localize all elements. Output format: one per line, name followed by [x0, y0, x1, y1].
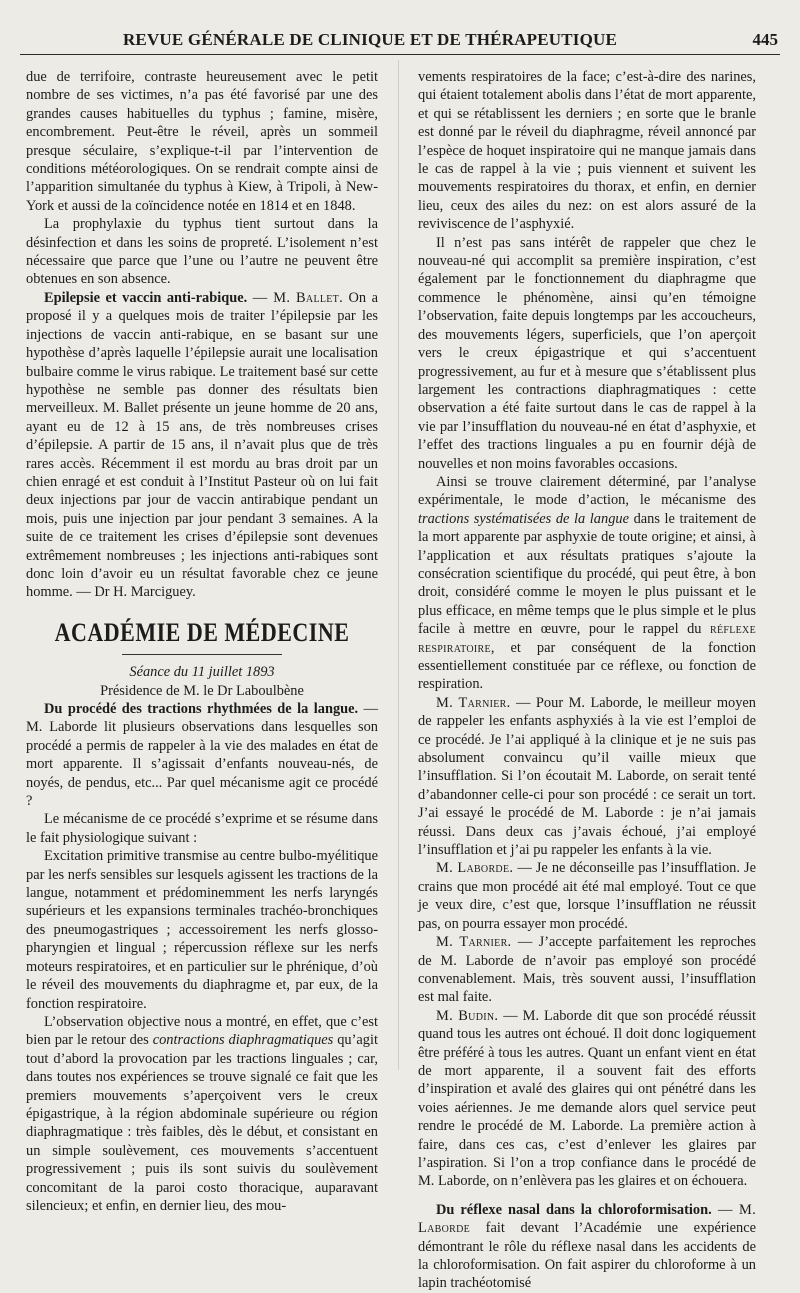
paragraph-excitation: Excitation primitive transmise au centre bulbo-myélitique par les nerfs sensibles sur lesquels agissent les tractions de la langue, notamment et prédominemment les nerfs laryngés supérieurs et les expansions terminales trachéo-bronchiques des pneumogastriques ; accessoirement les nerfs glosso-pharyngien et lingual ; répercussion réflexe sur les nerfs moteurs respiratoires, et en particulier sur le phrénique, d’où le réveil des mouvements du diaphragme et, par eux, de la fonction respiratoire. — [26, 848, 378, 1012]
ainsi-text-c: , et par conséquent de la fonction essentiellement constituée par ce réflexe, ou fonction de respiration. — [418, 639, 756, 693]
budin-body: — M. Laborde dit que son procédé réussit quand tous les autres ont échoué. Il doit donc logiquement être préféré à tous les autres. Quant un enfant vient en état de mort apparente, il a souvent fait des efforts d’inspiration et avalé des glaires qui ont pénétré dans les voies aériennes. Je me demande alors quel service peut rendre le procédé de M. Laborde. La première action à faire, dans ces cas, c’est d’enlever les glaires par l’aspiration. Si l’on a trop confiance dans le procédé de M. Laborde, on n’enlèvera pas les glaires et on échouera. — [418, 1007, 756, 1190]
speaker-tarnier-2: M. Tarnier. — [436, 934, 512, 951]
paragraph-ainsi — [418, 473, 756, 694]
ainsi-text-a: Ainsi se trouve clairement déterminé, par l’analyse expérimentale, le mode d’action, le mécanisme des — [418, 473, 756, 509]
paragraph-typhus-end: due de terrifoire, contraste heureusement avec le petit nombre de ses victimes, n’a pas été favorisé par une des grandes causes habituelles du typhus ; famine, misère, encombrement. Peut-être le réveil, après un sommeil presque séculaire, s’explique-t-il par l’intervention de conditions météorologiques. On se rendrait compte ainsi de l’apparition simultanée du typhus à Kiew, à Tripoli, à New-York et aussi de la coïncidence notée en 1814 et en 1848. — [26, 69, 378, 214]
presidence-line: Présidence de M. le Dr Laboulbène — [100, 682, 304, 699]
tarnier-2-body: — J’accepte parfaitement les reproches de M. Laborde de n’avoir pas employé son procédé convenablement. Mais, très souvent aussi, l’insufflation est mal faite. — [418, 934, 757, 1006]
right-column — [418, 68, 756, 1293]
paragraph-epilepsie — [26, 289, 378, 602]
ainsi-text-b: dans le traitement de la mort apparente par asphyxie de toute origine; et ainsi, à l’application et aux résultats pratiques s’ajoute la consécration scientifique du procédé, qui peut être, à bon droit, considéré comme le moyen le plus puissant et le plus efficace, en même temps que le plus simple et le plus facile à mettre en œuvre, pour le rappel du — [418, 510, 756, 638]
paragraph-tarnier-1 — [418, 694, 756, 860]
author-laborde: — M. Laborde — [418, 1201, 756, 1237]
heading-tractions: Du procédé des tractions rhythmées de la langue. — [44, 701, 359, 717]
reflexe-nasal-body: fait devant l’Académie une expérience démontrant le rôle du réflexe nasal dans les accidents de la chloroformisation. On fait aspirer du chloroforme à un lapin trachéotomisé — [418, 1220, 756, 1292]
laborde-body: — Je ne déconseille pas l’insufflation. Je crains que mon procédé ait été mal employé. Tout ce que je veux dire, c’est que, lorsque l’insufflation ne réussit pas, on pourra essayer mon procédé. — [418, 860, 756, 932]
paragraph-mecanisme: Le mécanisme de ce procédé s’exprime et se résume dans le fait physiologique suivant : — [26, 811, 378, 846]
paragraph-mouvements: vements respiratoires de la face; c’est-à-dire des narines, qui étaient totalement abolis dans l’état de mort apparente, et qui se rétablissent les derniers ; en sorte que le branle est donné par le réveil du diaphragme, réveil annoncé par l’espèce de hoquet inspiratoire qui ne manque jamais dans le cas de rappel à la vie ; puis viennent et suivent les mouvements respiratoires du thorax, et enfin, en dernier lieu, ceux des ailes du nez: on est alors assuré de la reviviscence de l’asphyxié. — [418, 69, 756, 233]
paragraph-tractions — [26, 700, 378, 810]
epilepsie-body: On a proposé il y a quelques mois de traiter l’épilepsie par les injections de vaccin anti-rabique, en se basant sur une hypothèse d’après laquelle l’épilepsie aurait une localisation bulbaire comme le virus rabique. Le traitement basé sur cette hypothèse ne semble pas donner des résultats bien merveilleux. M. Ballet présente un jeune homme de 20 ans, ayant eu de 12 à 15 ans, de très nombreuses crises d’épilepsie. A partir de 15 ans, il n’avait plus que de très rares accès. Récemment il est mordu au bras droit par un chien enragé et est conduit à l’Institut Pasteur où on lui fait deux injections par jour de vaccin antirabique pendant un mois, puis une injection par jour pendant 3 semaines. A la suite de ce traitement les crises d’épilepsie sont devenues extrêmement nombreuses ; les injections anti-rabiques sont donc loin d’avoir eu un résultat favorable chez ce jeune homme. — Dr H. Marciguey. — [26, 289, 378, 601]
paragraph-tarnier-2 — [418, 933, 756, 1007]
section-title-academie: ACADÉMIE DE MÉDECINE — [54, 617, 350, 647]
seance-date: Séance du 11 juillet 1893 — [129, 664, 275, 681]
journal-title: REVUE GÉNÉRALE DE CLINIQUE ET DE THÉRAPEUTIQUE — [122, 30, 618, 49]
tractions-body: — M. Laborde lit plusieurs observations dans lesquelles son procédé a permis de rappeler à la vie des malades en état de mort apparente. Il s’agissait d’enfants nouveau-nés, de noyés, de pendus, etc... Par quel mécanisme agit ce procédé ? — [26, 701, 378, 810]
ainsi-smallcaps: réflexe respiratoire — [418, 621, 756, 656]
ainsi-italic: tractions systématisées de la langue — [418, 510, 629, 527]
speaker-tarnier: M. Tarnier. — [436, 694, 511, 711]
left-column — [26, 68, 378, 1215]
paragraph-observation — [26, 1013, 378, 1215]
heading-reflexe-nasal: Du réflexe nasal dans la chloroformisation. — [436, 1201, 712, 1218]
observation-text-b: qu’agit tout d’abord la provocation par les tractions linguales ; car, dans toutes nos expériences se trouve signalé ce fait que les premiers mouvements s’aperçoivent vers le creux épigastrique, à la région abdominale supérieure ou région diaphragmatique : très faibles, dès le début, et consistant en un simple soulèvement, ces mouvements s’accentuent progressivement ; puis ils sont suivis du soulèvement concomitant de la paroi costo thoracique, auparavant silencieux; et enfin, en dernier lieu, des mou- — [26, 1032, 378, 1214]
speaker-budin: M. Budin. — [436, 1007, 499, 1024]
observation-text-a: L’observation objective nous a montré, en effet, que c’est bien par le retour des — [26, 1013, 378, 1049]
paragraph-prophylaxie: La prophylaxie du typhus tient surtout dans la désinfection et dans les soins de propreté. L’isolement n’est nécessaire que parce que l’une ou l’autre ne peuvent être obtenues en son absence. — [26, 216, 378, 288]
column-divider — [398, 60, 399, 1070]
tarnier-1-body: — Pour M. Laborde, le meilleur moyen de rappeler les enfants asphyxiés à la vie est l’emploi de ce procédé. Je l’ai appliqué à la clinique et je ne suis pas absolument convaincu qu’il vaille mieux que l’insufflation. Si l’on écoutait M. Laborde, on serait tenté d’abandonner celle-ci pour son procédé : ce serait un tort. J’ai essayé le procédé de M. Laborde : je n’ai jamais réussi. Dans deux cas j’avais échoué, j’ai employé l’insufflation et j’ai pu rappeler les enfants à la vie. — [418, 694, 757, 859]
paragraph-nouveau-ne: Il n’est pas sans intérêt de rappeler que chez le nouveau-né qui accomplit sa première inspiration, c’est également par le fonctionnement du diaphragme que commence le phénomène, ainsi qu’en témoigne l’observation, faite depuis longtemps par les accoucheurs, des mouvements légers, superficiels, que l’on aperçoit vers le creux épigastrique et qui s’accentuent progressivement, au fur et à mesure que s’établissent plus largement les contractions diaphragmatiques : cette observation a été faite surtout dans le cas de rappel à la vie par l’insufflation du nouveau-né en état d’asphyxie, et l’effet des tractions linguales a pu en fournir déjà de nouvelles et non moins favorables occasions. — [418, 234, 756, 472]
paragraph-reflexe-nasal — [418, 1201, 756, 1293]
paragraph-laborde — [418, 859, 756, 933]
observation-italic: contractions diaphragmatiques — [152, 1032, 334, 1049]
section-rule — [122, 654, 282, 655]
page-number: 445 — [752, 30, 778, 49]
author-ballet: — M. Ballet. — [252, 289, 343, 306]
paragraph-budin — [418, 1007, 756, 1191]
heading-epilepsie: Epilepsie et vaccin anti-rabique. — [44, 289, 248, 306]
speaker-laborde: M. Laborde. — [436, 860, 514, 877]
running-header — [20, 28, 780, 55]
